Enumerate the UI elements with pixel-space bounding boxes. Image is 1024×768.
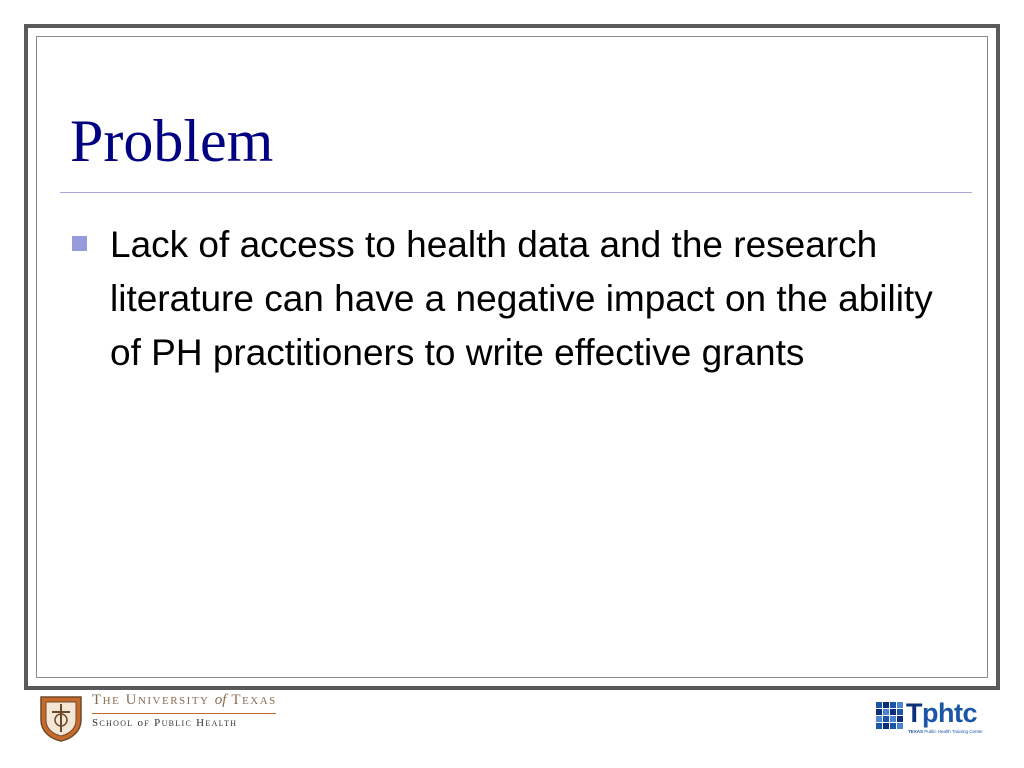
ut-seal-icon bbox=[38, 694, 84, 742]
bullet-item bbox=[72, 218, 952, 380]
title-divider bbox=[60, 192, 972, 193]
ut-logo-line1: THE UNIVERSITY of TEXAS bbox=[92, 692, 277, 708]
ut-logo-line2: SCHOOL oF PUBLIC HEALTH bbox=[92, 717, 238, 729]
bullet-list bbox=[72, 218, 952, 380]
grid-squares-icon bbox=[876, 702, 904, 732]
tphtc-logo bbox=[876, 698, 996, 738]
bullet-text: Lack of access to health data and the research literature can have a negative impact on the ability of PH practitioners to write effective grants bbox=[110, 224, 933, 373]
ut-logo-rule bbox=[92, 713, 276, 714]
tphtc-wordmark: Tphtc bbox=[906, 698, 977, 728]
slide-title: Problem bbox=[70, 108, 274, 174]
square-bullet-icon bbox=[72, 236, 87, 251]
ut-school-of-public-health-logo bbox=[38, 692, 278, 746]
tphtc-tagline: TEXAS Public Health Training Center bbox=[908, 729, 983, 734]
